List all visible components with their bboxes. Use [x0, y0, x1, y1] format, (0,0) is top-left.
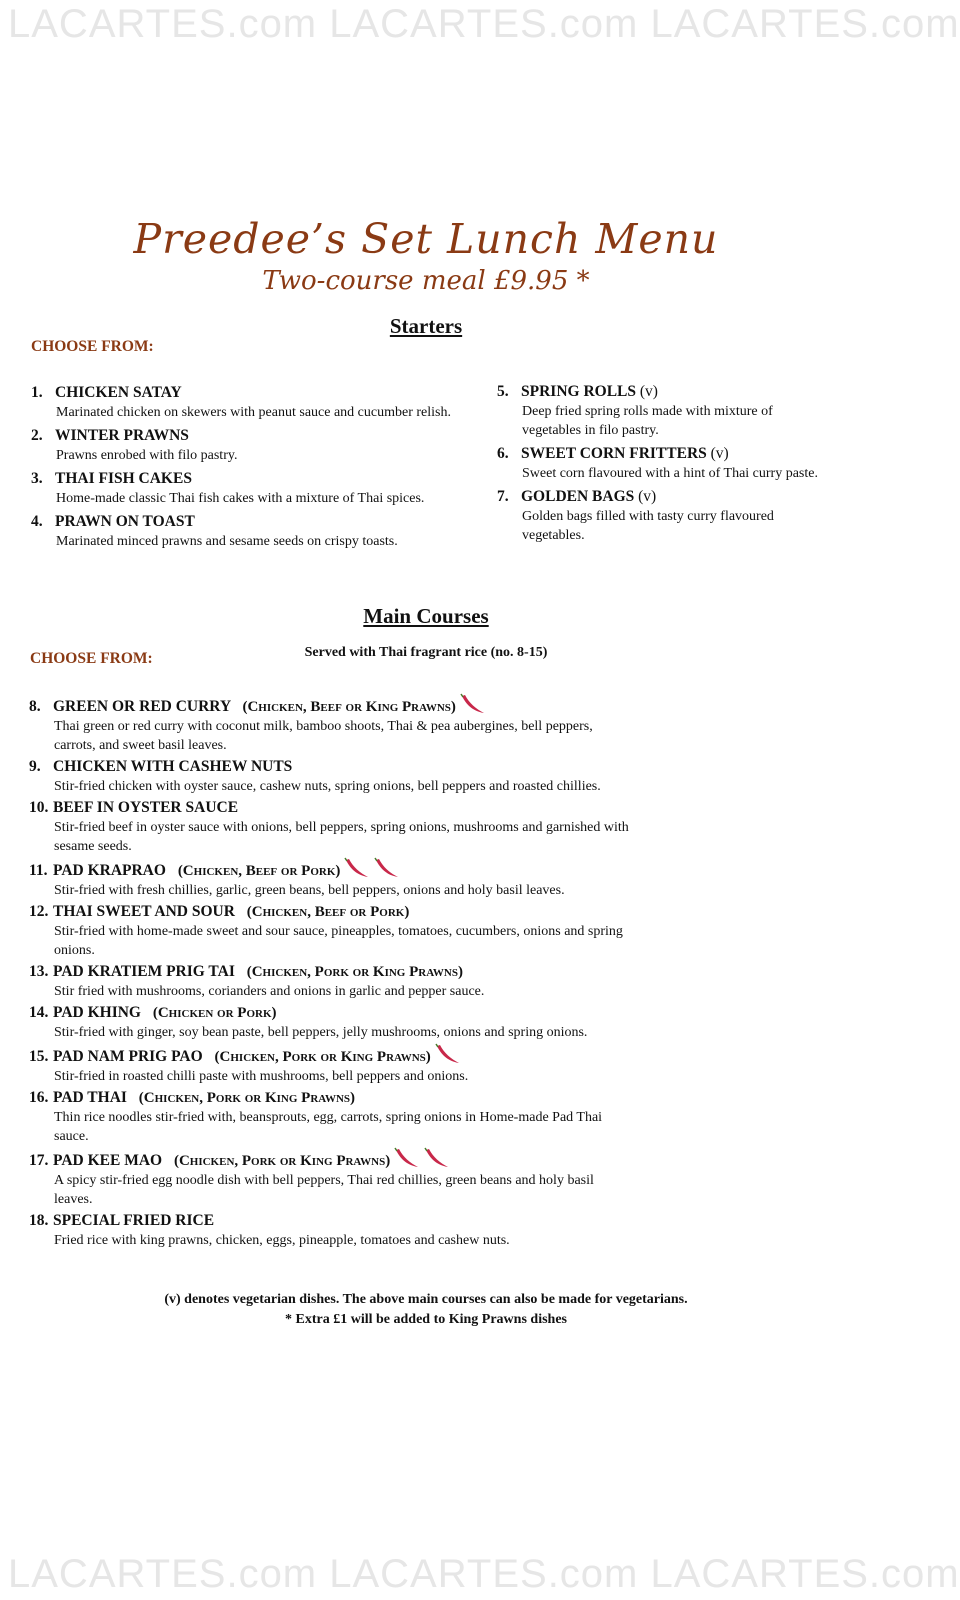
menu-item-options: (Chicken, Beef or Pork) [177, 863, 341, 879]
menu-item-description: Stir-fried with fresh chillies, garlic, green beans, bell peppers, onions and holy basil leaves. [54, 883, 565, 898]
menu-item-name: PAD KRATIEM PRIG TAI [53, 963, 235, 980]
menu-item [31, 469, 476, 508]
chilli-icon [435, 1044, 461, 1066]
menu-item-number: 18. [29, 1212, 49, 1229]
menu-item [29, 1148, 629, 1209]
menu-item-name: GREEN OR RED CURRY [53, 698, 231, 715]
menu-item-heading [29, 1211, 629, 1231]
menu-item-number: 11. [29, 862, 48, 879]
menu-item [497, 487, 827, 545]
menu-item [497, 444, 827, 483]
menu-item [29, 858, 629, 900]
menu-item-number: 10. [29, 799, 49, 816]
menu-item-heading [29, 757, 629, 777]
chilli-icon [394, 1148, 420, 1170]
vegetarian-badge: (v) [710, 445, 729, 462]
mains-choose-label: CHOOSE FROM: [30, 650, 153, 667]
menu-item-number: 6. [497, 445, 509, 462]
vegetarian-badge: (v) [638, 488, 657, 505]
menu-item-description: Stir-fried in roasted chilli paste with mushrooms, bell peppers and onions. [54, 1069, 469, 1084]
menu-item [31, 426, 476, 465]
menu-item-number: 7. [497, 488, 509, 505]
menu-item-heading [31, 469, 476, 489]
menu-item-heading [31, 426, 476, 446]
starters-left-column [31, 383, 476, 555]
chilli-icon [424, 1148, 450, 1170]
menu-item-heading [497, 444, 827, 464]
menu-item-description: Stir-fried beef in oyster sauce with onions, bell peppers, spring onions, mushrooms and garnished with sesame seeds. [54, 820, 629, 854]
king-prawn-surcharge-note: * Extra £1 will be added to King Prawns dishes [285, 1312, 567, 1327]
menu-item [29, 1044, 629, 1086]
menu-item-name: PAD KRAPRAO [53, 862, 166, 879]
menu-item-options: (Chicken or Pork) [152, 1005, 277, 1021]
menu-item-name: GOLDEN BAGS [521, 488, 635, 505]
menu-item-number: 12. [29, 903, 49, 920]
menu-item-description: Stir fried with mushrooms, corianders and onions in garlic and pepper sauce. [54, 984, 485, 999]
menu-item-name: PAD NAM PRIG PAO [53, 1048, 203, 1065]
menu-item-description: Marinated minced prawns and sesame seeds on crispy toasts. [56, 534, 398, 549]
chilli-icon [344, 858, 370, 880]
starters-heading: Starters [389, 314, 463, 338]
menu-item-number: 5. [497, 383, 509, 400]
menu-item-description: Deep fried spring rolls made with mixture of vegetables in filo pastry. [522, 404, 773, 438]
menu-item [29, 694, 629, 755]
menu-item-name: PAD KEE MAO [53, 1152, 163, 1169]
menu-item-name: SPRING ROLLS [521, 383, 636, 400]
menu-item-description: Home-made classic Thai fish cakes with a mixture of Thai spices. [56, 491, 425, 506]
menu-item-description: Golden bags filled with tasty curry flavoured vegetables. [522, 509, 774, 543]
menu-item [29, 757, 629, 796]
vegetarian-badge: (v) [639, 383, 658, 400]
menu-item-description: Marinated chicken on skewers with peanut sauce and cucumber relish. [56, 405, 451, 420]
menu-item-heading [31, 383, 476, 403]
main-courses-list [29, 694, 629, 1252]
menu-item [31, 512, 476, 551]
menu-item [29, 902, 629, 960]
menu-item-number: 4. [31, 513, 43, 530]
menu-item-description: Stir-fried with ginger, soy bean paste, bell peppers, jelly mushrooms, onions and spring onions. [54, 1025, 588, 1040]
menu-item-heading [29, 962, 629, 982]
menu-item-name: CHICKEN WITH CASHEW NUTS [53, 758, 293, 775]
menu-item [29, 1003, 629, 1042]
menu-item-name: PRAWN ON TOAST [55, 513, 195, 530]
menu-item-number: 15. [29, 1048, 49, 1065]
menu-item [497, 382, 827, 440]
menu-item [29, 1211, 629, 1250]
menu-item [31, 383, 476, 422]
menu-subtitle: Two-course meal £9.95 * [262, 266, 590, 296]
menu-item-name: WINTER PRAWNS [55, 427, 189, 444]
menu-item-name: PAD THAI [53, 1089, 127, 1106]
menu-item-name: THAI SWEET AND SOUR [53, 903, 235, 920]
menu-item-options: (Chicken, Pork or King Prawns) [214, 1049, 431, 1065]
menu-item-heading [29, 694, 629, 717]
menu-item-heading [29, 1148, 629, 1171]
menu-item-options: (Chicken, Pork or King Prawns) [173, 1153, 391, 1169]
menu-item-heading [497, 487, 827, 507]
menu-item-description: Thin rice noodles stir-fried with, beansprouts, egg, carrots, spring onions in Home-made Pad Thai sauce. [54, 1110, 603, 1144]
menu-item-options: (Chicken, Pork or King Prawns) [138, 1090, 356, 1106]
menu-item-name: BEEF IN OYSTER SAUCE [53, 799, 239, 816]
menu-item-number: 1. [31, 384, 43, 401]
served-with-note: Served with Thai fragrant rice (no. 8-15) [304, 645, 548, 660]
menu-item-description: Prawns enrobed with filo pastry. [56, 448, 238, 463]
menu-item-name: SWEET CORN FRITTERS [521, 445, 707, 462]
menu-item-number: 13. [29, 963, 49, 980]
menu-item [29, 962, 629, 1001]
menu-item-heading [29, 1088, 629, 1108]
menu-item-name: PAD KHING [53, 1004, 141, 1021]
menu-item-number: 14. [29, 1004, 49, 1021]
chilli-icon [460, 694, 486, 716]
menu-item [29, 798, 629, 856]
menu-item-heading [497, 382, 827, 402]
starters-right-column [497, 382, 827, 549]
starters-choose-label: CHOOSE FROM: [31, 338, 154, 355]
menu-item-heading [29, 902, 629, 922]
menu-item-description: Stir-fried chicken with oyster sauce, cashew nuts, spring onions, bell peppers and roasted chillies. [54, 779, 601, 794]
menu-item-options: (Chicken, Pork or King Prawns) [246, 964, 463, 980]
menu-item-number: 3. [31, 470, 43, 487]
menu-item-heading [29, 1003, 629, 1023]
menu-item-heading [31, 512, 476, 532]
menu-item-heading [29, 858, 629, 881]
menu-item-name: SPECIAL FRIED RICE [53, 1212, 215, 1229]
menu-item-number: 9. [29, 758, 41, 775]
menu-item-number: 17. [29, 1152, 49, 1169]
menu-item-description: Sweet corn flavoured with a hint of Thai curry paste. [522, 466, 818, 481]
menu-item-number: 8. [29, 698, 41, 715]
watermark-top: LACARTES.com LACARTES.com LACARTES.com [8, 2, 960, 46]
menu-item-options: (Chicken, Beef or Pork) [246, 904, 410, 920]
menu-item-number: 16. [29, 1089, 49, 1106]
menu-item-number: 2. [31, 427, 43, 444]
menu-item-description: Stir-fried with home-made sweet and sour sauce, pineapples, tomatoes, cucumbers, onions and spring onions. [54, 924, 623, 958]
watermark-bottom: LACARTES.com LACARTES.com LACARTES.com [8, 1552, 960, 1596]
menu-item [29, 1088, 629, 1146]
main-courses-heading: Main Courses [363, 604, 489, 628]
menu-item-name: CHICKEN SATAY [55, 384, 182, 401]
vegetarian-note: (v) denotes vegetarian dishes. The above main courses can also be made for vegetarians. [164, 1292, 688, 1307]
menu-item-heading [29, 798, 629, 818]
menu-item-description: Fried rice with king prawns, chicken, eggs, pineapple, tomatoes and cashew nuts. [54, 1233, 510, 1248]
chilli-icon [374, 858, 400, 880]
menu-title: Preedee’s Set Lunch Menu [133, 215, 719, 263]
menu-item-heading [29, 1044, 629, 1067]
menu-item-options: (Chicken, Beef or King Prawns) [242, 699, 456, 715]
menu-item-name: THAI FISH CAKES [55, 470, 192, 487]
menu-item-description: A spicy stir-fried egg noodle dish with bell peppers, Thai red chillies, green beans and holy basil leaves. [54, 1173, 594, 1207]
menu-item-description: Thai green or red curry with coconut milk, bamboo shoots, Thai & pea aubergines, bell peppers, carrots, and sweet basil leaves. [54, 719, 593, 753]
